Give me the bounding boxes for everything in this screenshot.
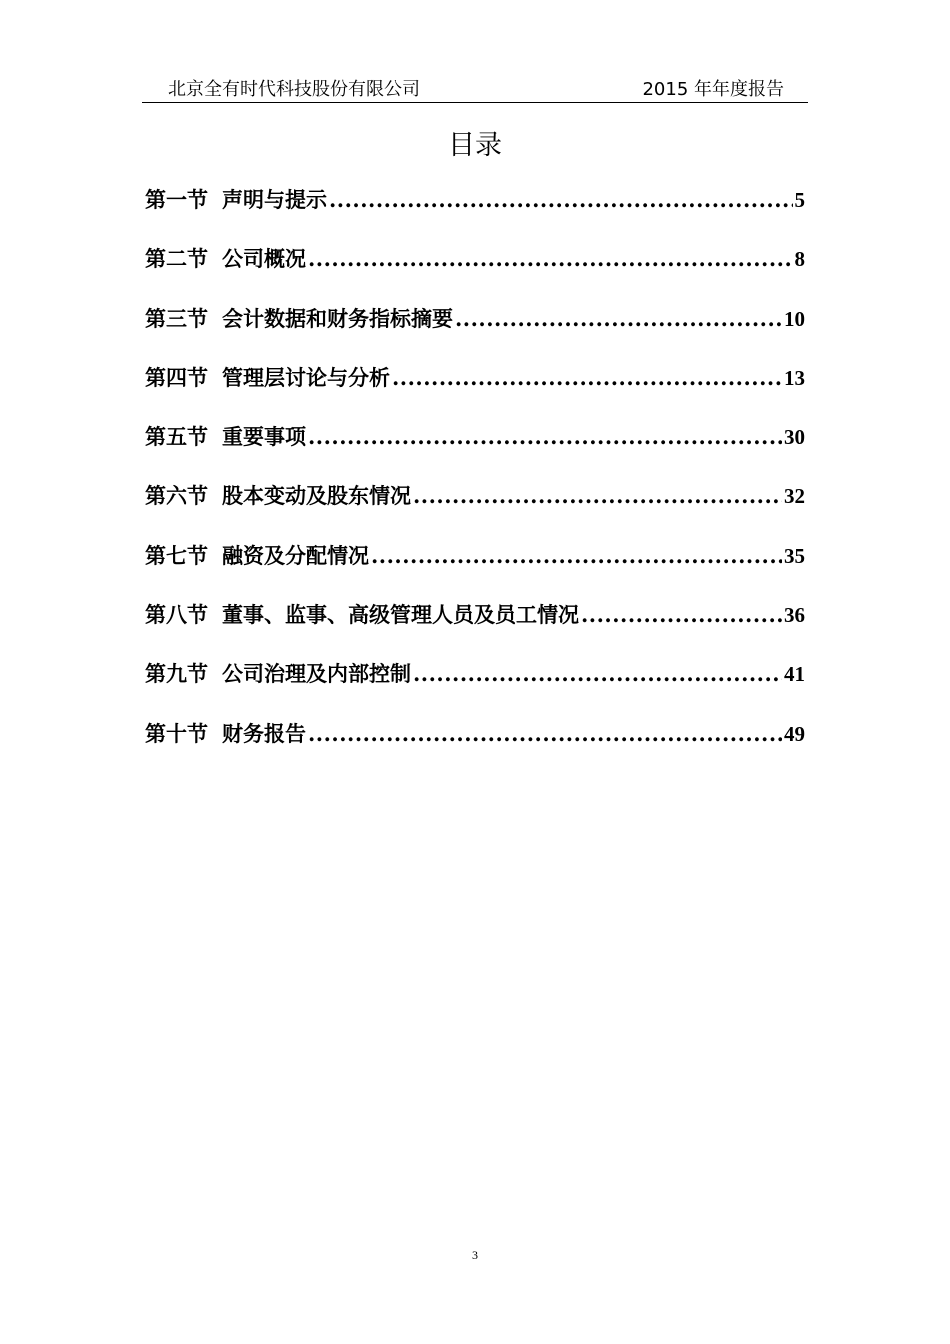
toc-page-number: 35 bbox=[784, 543, 805, 568]
toc-section-title: 董事、监事、高级管理人员及员工情况 bbox=[222, 603, 579, 628]
toc-section-label: 第六节 bbox=[145, 484, 208, 509]
toc-leader-dots bbox=[308, 721, 782, 746]
toc-section-label: 第三节 bbox=[145, 306, 208, 331]
toc-entry-10[interactable] bbox=[145, 718, 805, 777]
company-name: 北京全有时代科技股份有限公司 bbox=[168, 79, 420, 100]
toc-section-title: 股本变动及股东情况 bbox=[222, 484, 411, 509]
toc-page-number: 49 bbox=[784, 721, 805, 746]
toc-page-number: 36 bbox=[784, 603, 805, 628]
page-header bbox=[142, 72, 808, 103]
toc-entry-4[interactable] bbox=[145, 362, 805, 421]
toc-leader-dots bbox=[392, 365, 782, 390]
toc-section-label: 第二节 bbox=[145, 247, 208, 272]
toc-entry-3[interactable] bbox=[145, 303, 805, 362]
toc-section-label: 第七节 bbox=[145, 543, 208, 568]
toc-section-title: 公司概况 bbox=[222, 247, 306, 272]
toc-section-title: 融资及分配情况 bbox=[222, 543, 369, 568]
report-title: 2015 年年度报告 bbox=[642, 79, 784, 100]
toc-section-title: 管理层讨论与分析 bbox=[222, 365, 390, 390]
toc-leader-dots bbox=[371, 543, 782, 568]
toc-section-label: 第十节 bbox=[145, 721, 208, 746]
toc-page-number: 13 bbox=[784, 365, 805, 390]
toc-entry-6[interactable] bbox=[145, 480, 805, 539]
toc-section-label: 第一节 bbox=[145, 188, 208, 212]
toc-leader-dots bbox=[455, 306, 782, 331]
toc-section-title: 重要事项 bbox=[222, 425, 306, 450]
toc-section-title: 公司治理及内部控制 bbox=[222, 662, 411, 687]
toc-section-label: 第四节 bbox=[145, 365, 208, 390]
toc-entry-7[interactable] bbox=[145, 540, 805, 599]
toc-heading: 目录 bbox=[448, 130, 502, 161]
toc-page-number: 8 bbox=[794, 247, 805, 272]
toc-section-title: 声明与提示 bbox=[222, 188, 327, 212]
toc-leader-dots bbox=[308, 246, 793, 271]
toc-section-label: 第五节 bbox=[145, 425, 208, 450]
toc-entry-8[interactable] bbox=[145, 599, 805, 658]
toc-leader-dots bbox=[581, 602, 782, 627]
toc-entry-2[interactable] bbox=[145, 243, 805, 302]
toc-leader-dots bbox=[329, 187, 793, 212]
toc-section-title: 财务报告 bbox=[222, 721, 306, 746]
toc-page-number: 30 bbox=[784, 425, 805, 450]
toc-section-title: 会计数据和财务指标摘要 bbox=[222, 306, 453, 331]
toc-page-number: 41 bbox=[784, 662, 805, 687]
toc-page-number: 5 bbox=[794, 188, 805, 212]
toc-page-number: 10 bbox=[784, 306, 805, 331]
toc-entry-5[interactable] bbox=[145, 421, 805, 480]
toc-section-label: 第八节 bbox=[145, 603, 208, 628]
toc-section-label: 第九节 bbox=[145, 662, 208, 687]
table-of-contents bbox=[145, 184, 805, 777]
toc-leader-dots bbox=[413, 661, 782, 686]
toc-entry-9[interactable] bbox=[145, 658, 805, 717]
page-number: 3 bbox=[472, 1248, 478, 1262]
toc-entry-1[interactable] bbox=[145, 184, 805, 243]
toc-leader-dots bbox=[308, 424, 782, 449]
toc-leader-dots bbox=[413, 483, 782, 508]
toc-page-number: 32 bbox=[784, 484, 805, 509]
